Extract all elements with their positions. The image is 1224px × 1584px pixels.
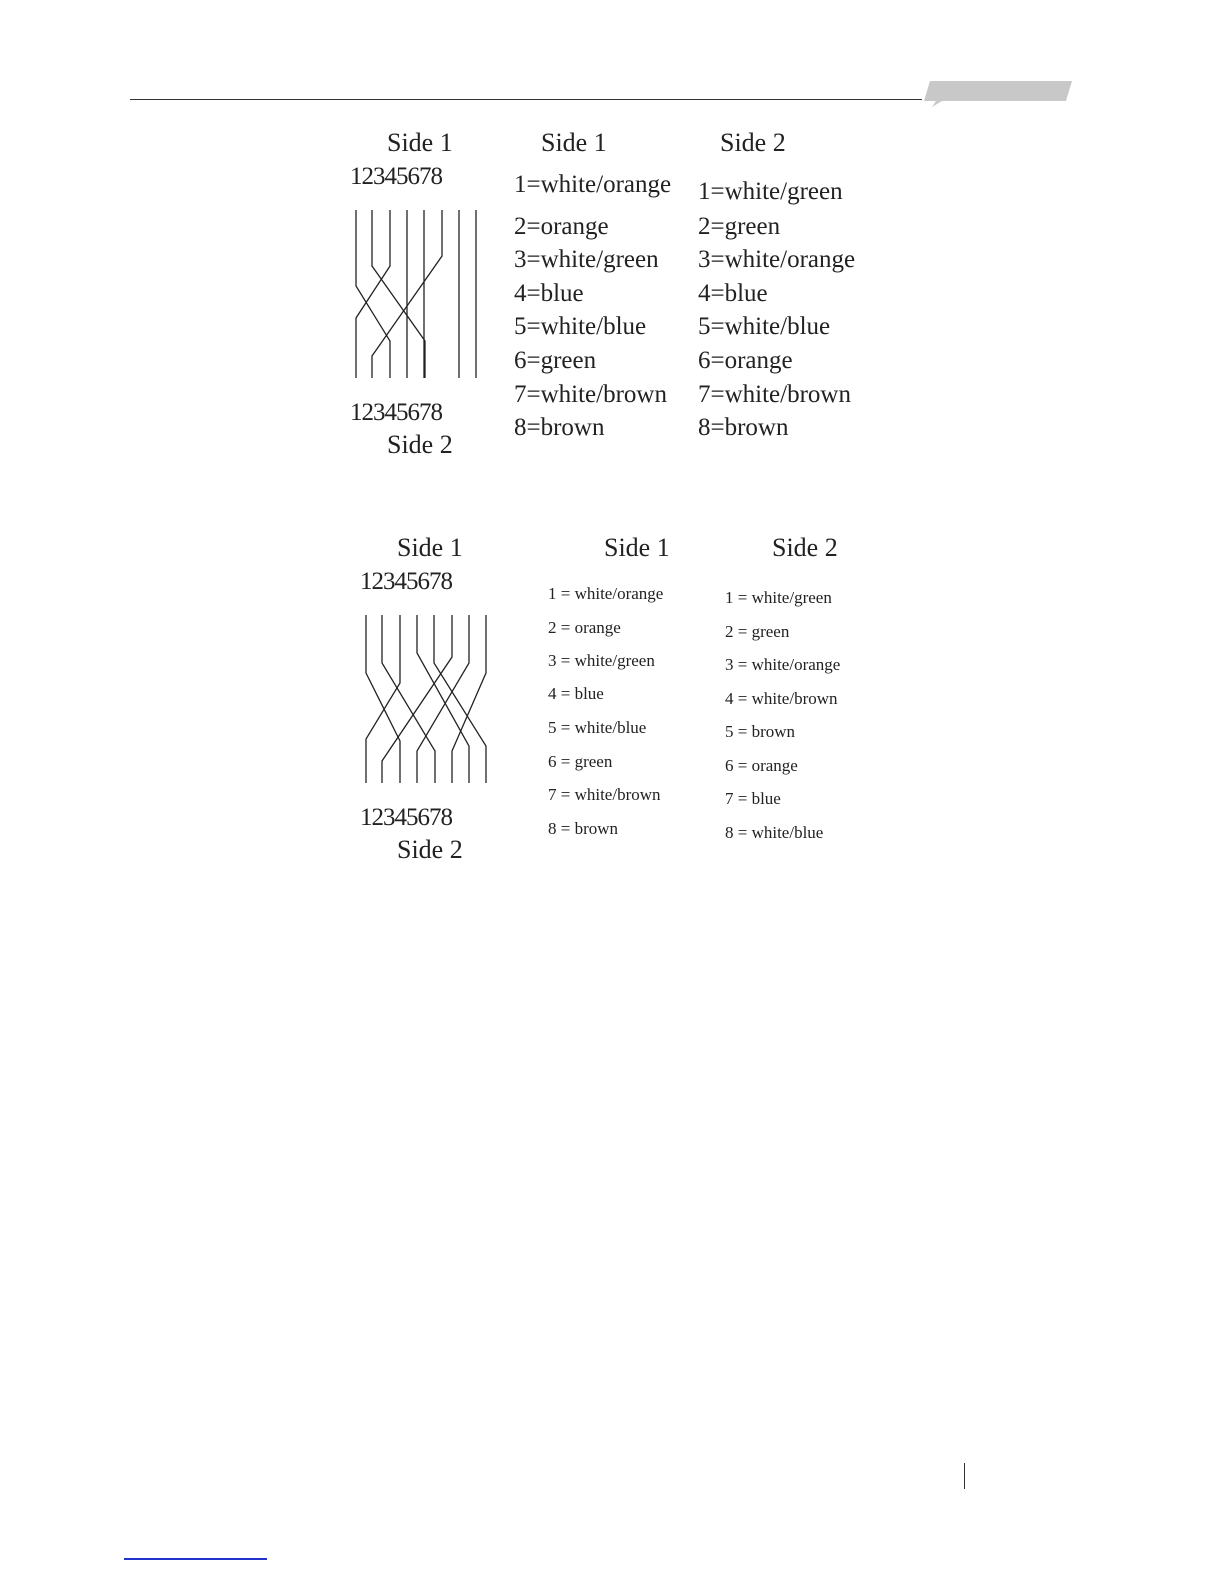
side1-column-header: Side 1	[541, 128, 607, 157]
pin-mapping-item: 6 = green	[548, 752, 613, 771]
pin-mapping-item: 6=orange	[698, 347, 793, 374]
side2-column-header: Side 2	[720, 128, 786, 157]
wire-1	[366, 615, 400, 783]
pin-mapping-item: 4 = blue	[548, 684, 604, 703]
wire-3	[366, 615, 400, 783]
bottom-side-label: Side 2	[387, 430, 453, 459]
pin-mapping-item: 3=white/green	[514, 246, 659, 273]
header-rule	[130, 99, 922, 100]
pin-mapping-item: 2=green	[698, 213, 781, 240]
top-side-label: Side 1	[397, 533, 463, 562]
pin-mapping-item: 1 = white/green	[725, 588, 832, 607]
pin-mapping-item: 1=white/orange	[514, 171, 672, 198]
pin-mapping-item: 2 = green	[725, 622, 790, 641]
pin-mapping-item: 8 = brown	[548, 819, 619, 838]
pin-mapping-item: 5 = white/blue	[548, 718, 647, 737]
crossover-wiring-diagram	[340, 120, 880, 470]
top-side-label: Side 1	[387, 128, 453, 157]
pin-mapping-item: 8=brown	[698, 414, 789, 441]
pin-mapping-item: 7 = white/brown	[548, 785, 661, 804]
footer-page-marker	[964, 1463, 965, 1489]
side2-column-header: Side 2	[772, 533, 838, 562]
wire-1	[356, 210, 390, 378]
bottom-pin-numbers: 12345678	[360, 804, 452, 831]
pin-mapping-item: 5=white/blue	[698, 313, 831, 340]
wire-4	[417, 615, 469, 783]
pin-mapping-item: 7=white/brown	[514, 381, 667, 408]
pin-mapping-item: 3=white/orange	[698, 246, 856, 273]
pin-mapping-item: 5=white/blue	[514, 313, 647, 340]
pin-mapping-item: 4 = white/brown	[725, 689, 838, 708]
full-crossover-wiring-diagram	[350, 525, 890, 870]
bottom-pin-numbers: 12345678	[350, 399, 442, 426]
pin-mapping-item: 5 = brown	[725, 722, 796, 741]
pin-mapping-item: 7=white/brown	[698, 381, 851, 408]
pin-mapping-item: 6 = orange	[725, 756, 798, 775]
side1-column-header: Side 1	[604, 533, 670, 562]
pin-mapping-item: 2=orange	[514, 213, 609, 240]
wire-crossing-diagram	[340, 206, 490, 386]
pin-mapping-item: 3 = white/green	[548, 651, 655, 670]
footer-link-rule	[124, 1558, 267, 1560]
top-pin-numbers: 12345678	[360, 568, 452, 595]
pin-mapping-item: 8=brown	[514, 414, 605, 441]
pin-mapping-item: 7 = blue	[725, 789, 781, 808]
pin-mapping-item: 4=blue	[698, 280, 768, 307]
header-tab-shape	[924, 81, 1072, 107]
bottom-side-label: Side 2	[397, 835, 463, 864]
top-pin-numbers: 12345678	[350, 163, 442, 190]
pin-mapping-item: 1=white/green	[698, 178, 843, 205]
pin-mapping-item: 3 = white/orange	[725, 655, 841, 674]
pin-mapping-item: 4=blue	[514, 280, 584, 307]
wire-5	[434, 615, 486, 783]
pin-mapping-item: 1 = white/orange	[548, 584, 664, 603]
wire-crossing-diagram	[350, 611, 500, 791]
pin-mapping-item: 2 = orange	[548, 618, 621, 637]
pin-mapping-item: 8 = white/blue	[725, 823, 824, 842]
header-tab-decoration	[918, 81, 1072, 107]
pin-mapping-item: 6=green	[514, 347, 597, 374]
wire-2	[372, 210, 425, 378]
